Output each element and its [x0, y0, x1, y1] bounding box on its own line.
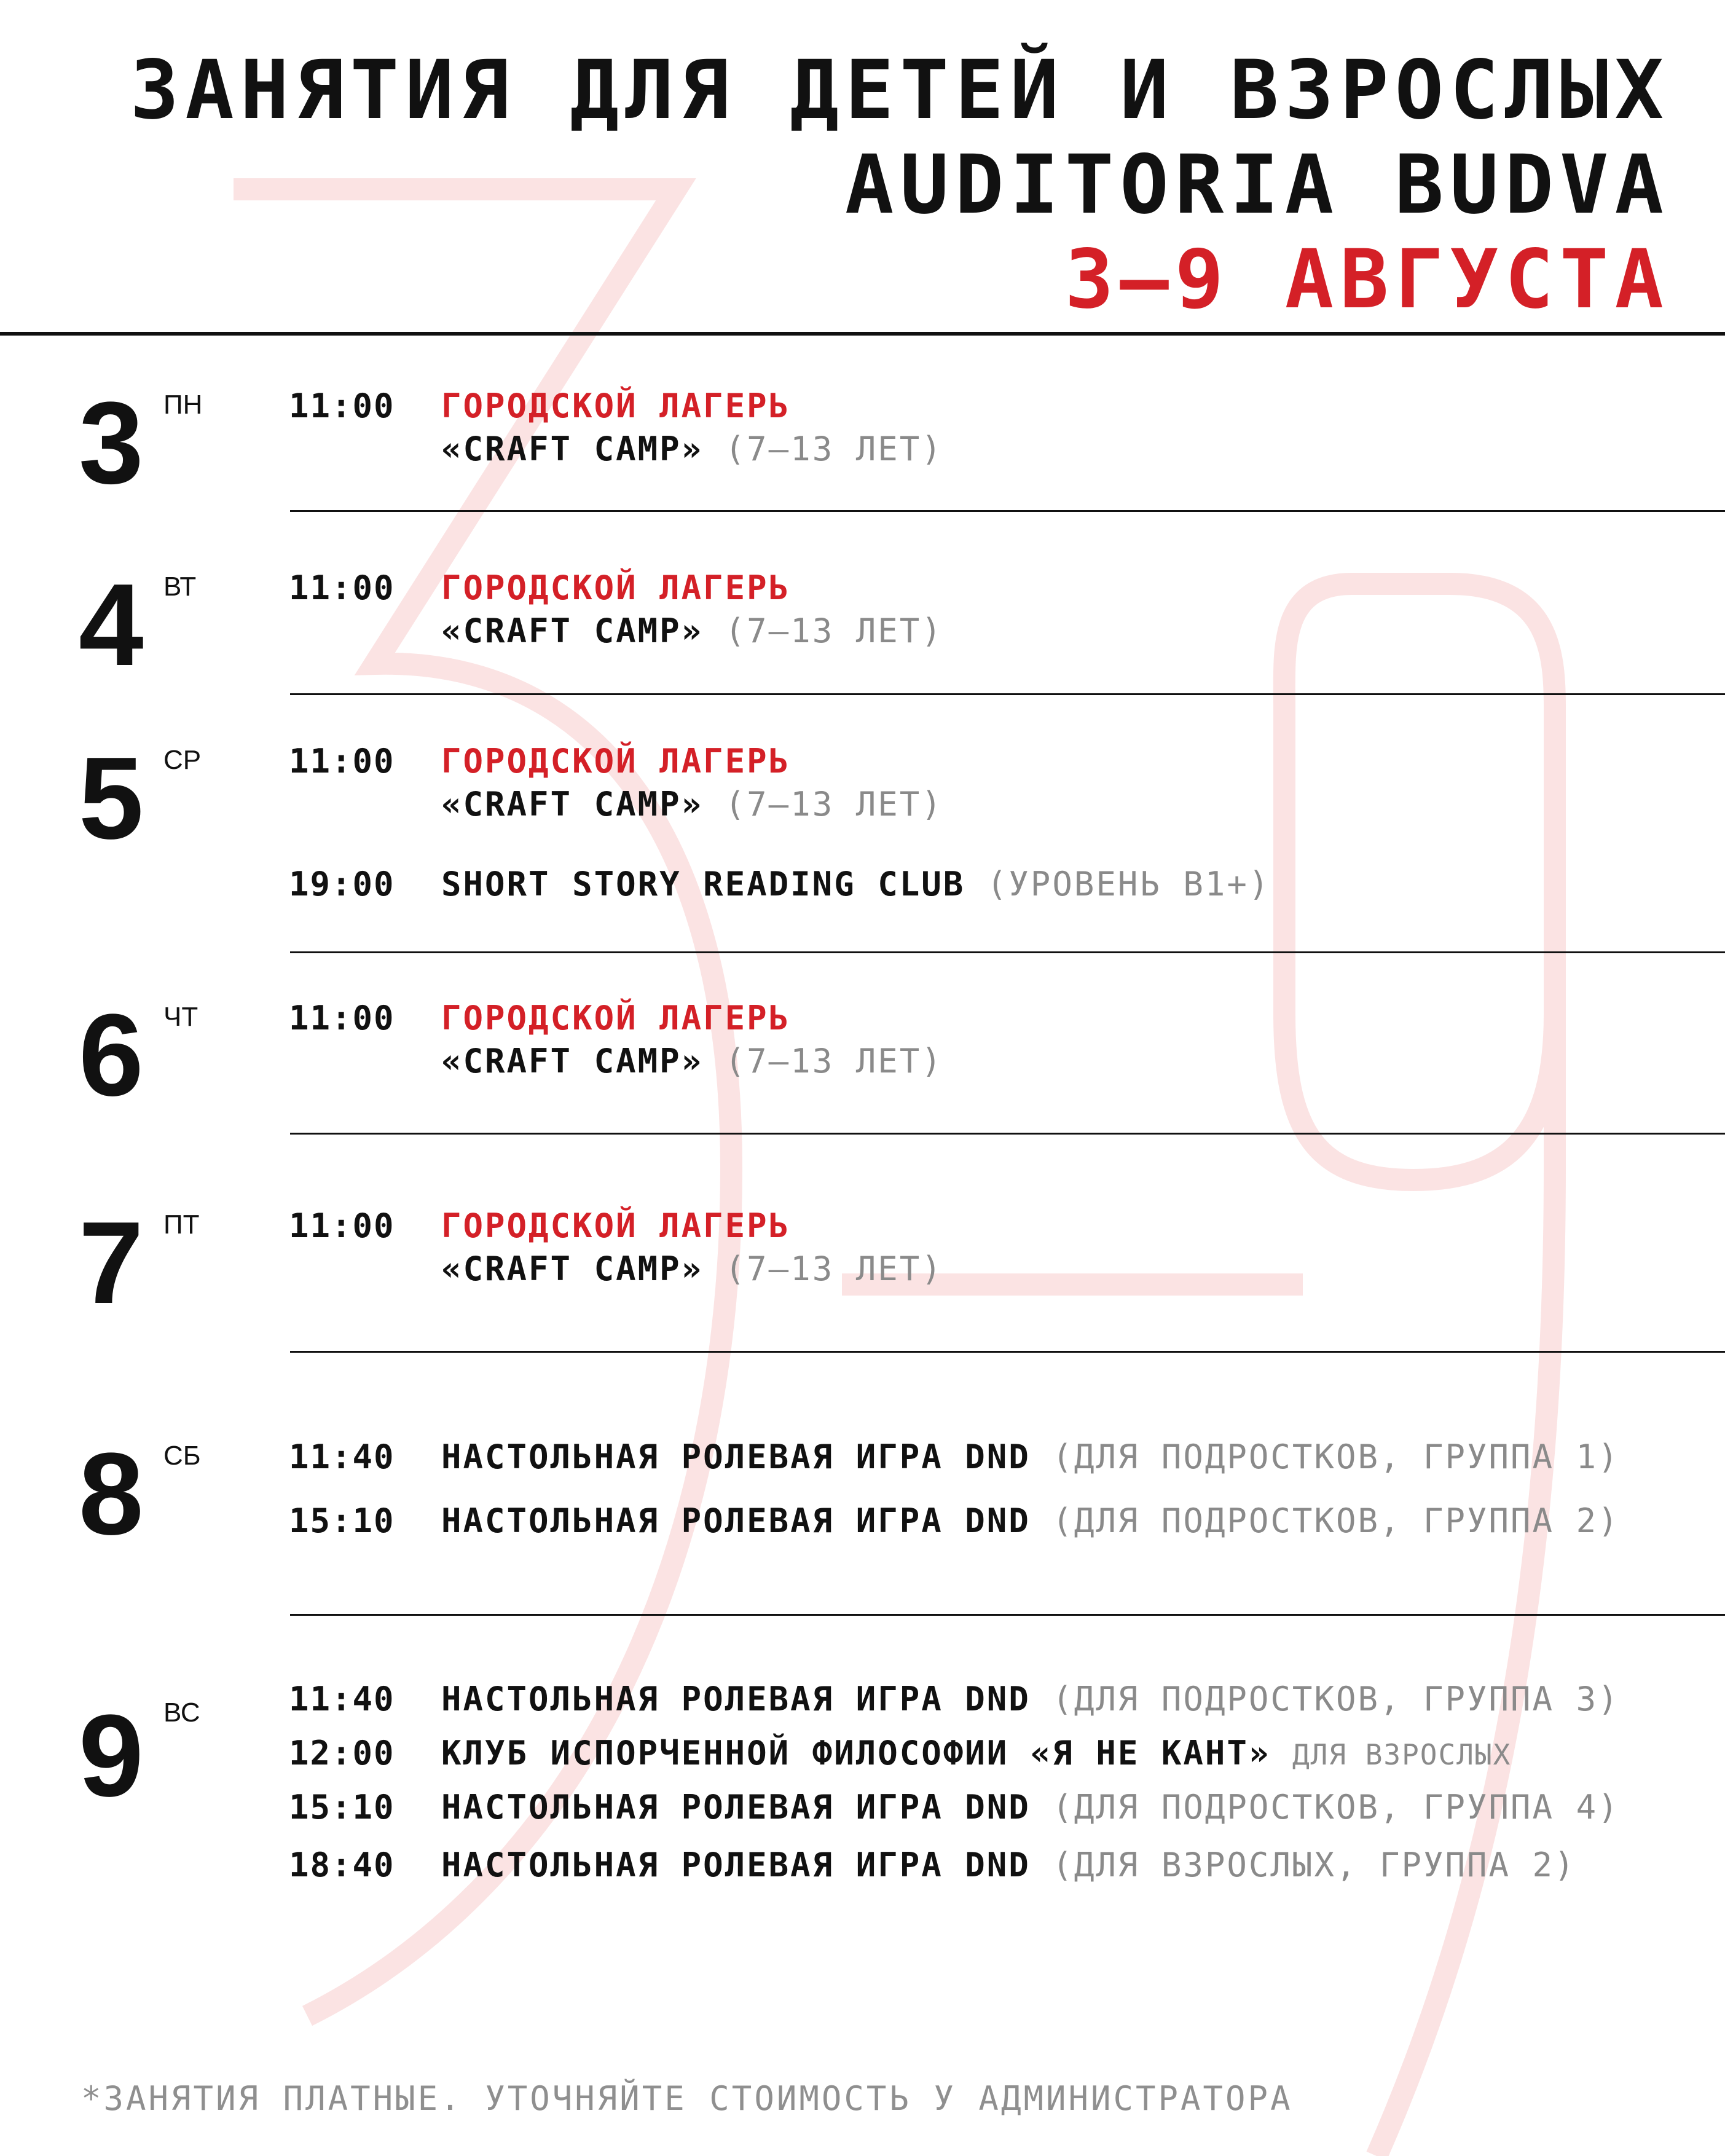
weekday-label: ПН	[163, 390, 203, 420]
event-time: 11:00	[289, 387, 395, 425]
event-note: (ДЛЯ ПОДРОСТКОВ, ГРУППА 4)	[1052, 1788, 1620, 1827]
event-time: 11:00	[289, 742, 395, 781]
event-subtitle: «CRAFT CAMP»	[441, 785, 704, 824]
event-title: НАСТОЛЬНАЯ РОЛЕВАЯ ИГРА DND	[441, 1438, 1031, 1476]
weekday-label: СБ	[163, 1441, 201, 1471]
day-number: 3	[79, 378, 144, 508]
day-number: 9	[79, 1691, 144, 1821]
event-note: (7—13 ЛЕТ)	[725, 1249, 943, 1288]
day-divider	[290, 510, 1725, 512]
event-time: 11:00	[289, 1206, 395, 1245]
weekday-label: СР	[163, 745, 202, 775]
event-title: НАСТОЛЬНАЯ РОЛЕВАЯ ИГРА DND	[441, 1680, 1031, 1718]
event-note: (ДЛЯ ВЗРОСЛЫХ, ГРУППА 2)	[1052, 1846, 1576, 1884]
event-note: (7—13 ЛЕТ)	[725, 785, 943, 824]
day-divider	[290, 1351, 1725, 1353]
event-title: НАСТОЛЬНАЯ РОЛЕВАЯ ИГРА DND	[441, 1788, 1031, 1827]
event-time: 19:00	[289, 865, 395, 903]
event-subtitle: «CRAFT CAMP»	[441, 612, 704, 650]
event-title: ГОРОДСКОЙ ЛАГЕРЬ	[441, 742, 791, 781]
event-title: ГОРОДСКОЙ ЛАГЕРЬ	[441, 1206, 791, 1245]
date-range: 3—9 АВГУСТА	[1064, 232, 1670, 327]
event-title: КЛУБ ИСПОРЧЕННОЙ ФИЛОСОФИИ «Я НЕ КАНТ»	[441, 1734, 1271, 1772]
day-divider	[290, 1614, 1725, 1616]
event-title: SHORT STORY READING CLUB	[441, 865, 965, 903]
event-note: (ДЛЯ ПОДРОСТКОВ, ГРУППА 2)	[1052, 1501, 1620, 1540]
event-note: (7—13 ЛЕТ)	[725, 1042, 943, 1080]
event-title: ГОРОДСКОЙ ЛАГЕРЬ	[441, 387, 791, 425]
header	[130, 43, 1670, 327]
weekday-label: ВТ	[163, 572, 197, 602]
event-time: 15:10	[289, 1501, 395, 1540]
day-divider	[290, 1133, 1725, 1135]
event-note: (ДЛЯ ПОДРОСТКОВ, ГРУППА 3)	[1052, 1680, 1620, 1718]
event-subtitle: «CRAFT CAMP»	[441, 430, 704, 468]
day-number: 7	[79, 1198, 144, 1328]
event-time: 11:40	[289, 1680, 395, 1718]
weekday-label: ВС	[163, 1698, 200, 1728]
weekday-label: ЧТ	[163, 1002, 198, 1032]
event-subtitle: «CRAFT CAMP»	[441, 1042, 704, 1080]
event-title: НАСТОЛЬНАЯ РОЛЕВАЯ ИГРА DND	[441, 1846, 1031, 1884]
event-note: (7—13 ЛЕТ)	[725, 612, 943, 650]
event-note: ДЛЯ ВЗРОСЛЫХ	[1292, 1738, 1512, 1771]
day-divider	[290, 693, 1725, 695]
event-title: ГОРОДСКОЙ ЛАГЕРЬ	[441, 999, 791, 1037]
event-time: 15:10	[289, 1788, 395, 1827]
header-divider	[0, 332, 1725, 336]
day-number: 6	[79, 990, 144, 1120]
event-note: (7—13 ЛЕТ)	[725, 430, 943, 468]
day-number: 8	[79, 1429, 144, 1559]
event-title: НАСТОЛЬНАЯ РОЛЕВАЯ ИГРА DND	[441, 1501, 1031, 1540]
day-number: 4	[79, 560, 144, 690]
event-title: ГОРОДСКОЙ ЛАГЕРЬ	[441, 569, 791, 607]
event-time: 18:40	[289, 1846, 395, 1884]
event-time: 11:00	[289, 999, 395, 1037]
event-note: (УРОВЕНЬ B1+)	[986, 865, 1271, 903]
day-divider	[290, 951, 1725, 953]
event-time: 11:40	[289, 1438, 395, 1476]
title-line-2: AUDITORIA BUDVA	[844, 138, 1670, 232]
event-time: 12:00	[289, 1734, 395, 1772]
event-time: 11:00	[289, 569, 395, 607]
event-subtitle: «CRAFT CAMP»	[441, 1249, 704, 1288]
title-line-1: ЗАНЯТИЯ ДЛЯ ДЕТЕЙ И ВЗРОСЛЫХ	[130, 43, 1670, 138]
day-number: 5	[79, 733, 144, 864]
weekday-label: ПТ	[163, 1210, 200, 1240]
event-note: (ДЛЯ ПОДРОСТКОВ, ГРУППА 1)	[1052, 1438, 1620, 1476]
footnote: *ЗАНЯТИЯ ПЛАТНЫЕ. УТОЧНЯЙТЕ СТОИМОСТЬ У АДМИНИСТРАТОРА	[81, 2079, 1293, 2118]
